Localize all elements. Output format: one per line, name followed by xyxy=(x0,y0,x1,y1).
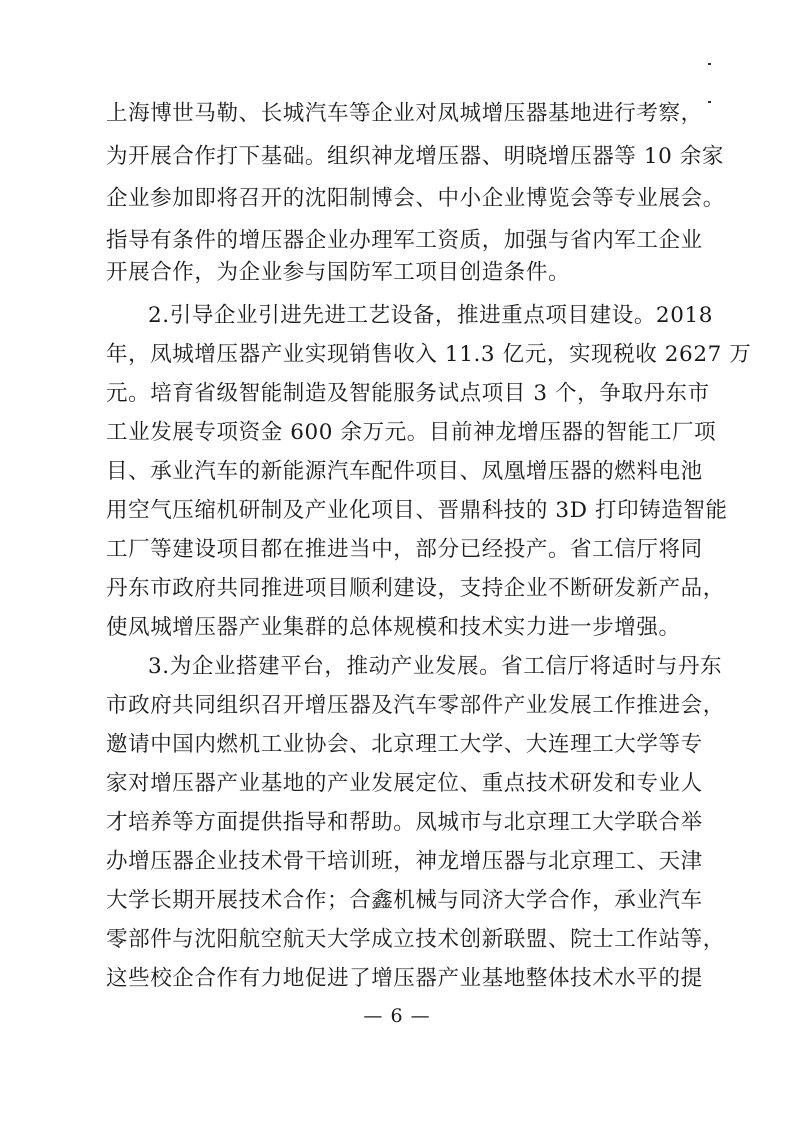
text-line: 使凤城增压器产业集群的总体规模和技术实力进一步增强。 xyxy=(106,615,681,640)
text-line: 市政府共同组织召开增压器及汽车零部件产业发展工作推进会， xyxy=(106,693,725,718)
paragraph-start-line: 3.为企业搭建平台，推动产业发展。省工信厅将适时与丹东 xyxy=(148,654,723,679)
text-line: 才培养等方面提供指导和帮助。凤城市与北京理工大学联合举 xyxy=(106,810,703,835)
text-line: 元。培育省级智能制造及智能服务试点项目 3 个，争取丹东市 xyxy=(106,381,710,406)
text-line: 企业参加即将召开的沈阳制博会、中小企业博览会等专业展会。 xyxy=(106,186,725,211)
scan-mark xyxy=(708,63,711,65)
text-line: 办增压器企业技术骨干培训班，神龙增压器与北京理工、天津 xyxy=(106,849,703,874)
text-line: 这些校企合作有力地促进了增压器产业基地整体技术水平的提 xyxy=(106,966,703,991)
text-line: 上海博世马勒、长城汽车等企业对凤城增压器基地进行考察， xyxy=(106,101,703,126)
text-line: 指导有条件的增压器企业办理军工资质，加强与省内军工企业 xyxy=(106,228,703,253)
text-line: 工业发展专项资金 600 余万元。目前神龙增压器的智能工厂项 xyxy=(106,420,717,445)
text-line: 丹东市政府共同推进项目顺利建设，支持企业不断研发新产品， xyxy=(106,576,725,601)
text-line: 用空气压缩机研制及产业化项目、晋鼎科技的 3D 打印铸造智能 xyxy=(106,498,728,523)
paragraph-start-line: 2.引导企业引进先进工艺设备，推进重点项目建设。2018 xyxy=(148,303,714,328)
text-line: 大学长期开展技术合作；合鑫机械与同济大学合作，承业汽车 xyxy=(106,888,703,913)
text-line: 年，凤城增压器产业实现销售收入 11.3 亿元，实现税收 2627 万 xyxy=(106,342,752,367)
text-line: 工厂等建设项目都在推进当中，部分已经投产。省工信厅将同 xyxy=(106,537,703,562)
text-line: 开展合作，为企业参与国防军工项目创造条件。 xyxy=(106,260,571,285)
text-line: 邀请中国内燃机工业协会、北京理工大学、大连理工大学等专 xyxy=(106,732,703,757)
scan-mark xyxy=(708,101,711,103)
text-line: 目、承业汽车的新能源汽车配件项目、凤凰增压器的燃料电池 xyxy=(106,459,703,484)
page-number: — 6 — xyxy=(363,1005,431,1027)
text-line: 家对增压器产业基地的产业发展定位、重点技术研发和专业人 xyxy=(106,771,703,796)
text-line: 零部件与沈阳航空航天大学成立技术创新联盟、院士工作站等， xyxy=(106,927,725,952)
text-line: 为开展合作打下基础。组织神龙增压器、明晓增压器等 10 余家 xyxy=(106,144,725,169)
